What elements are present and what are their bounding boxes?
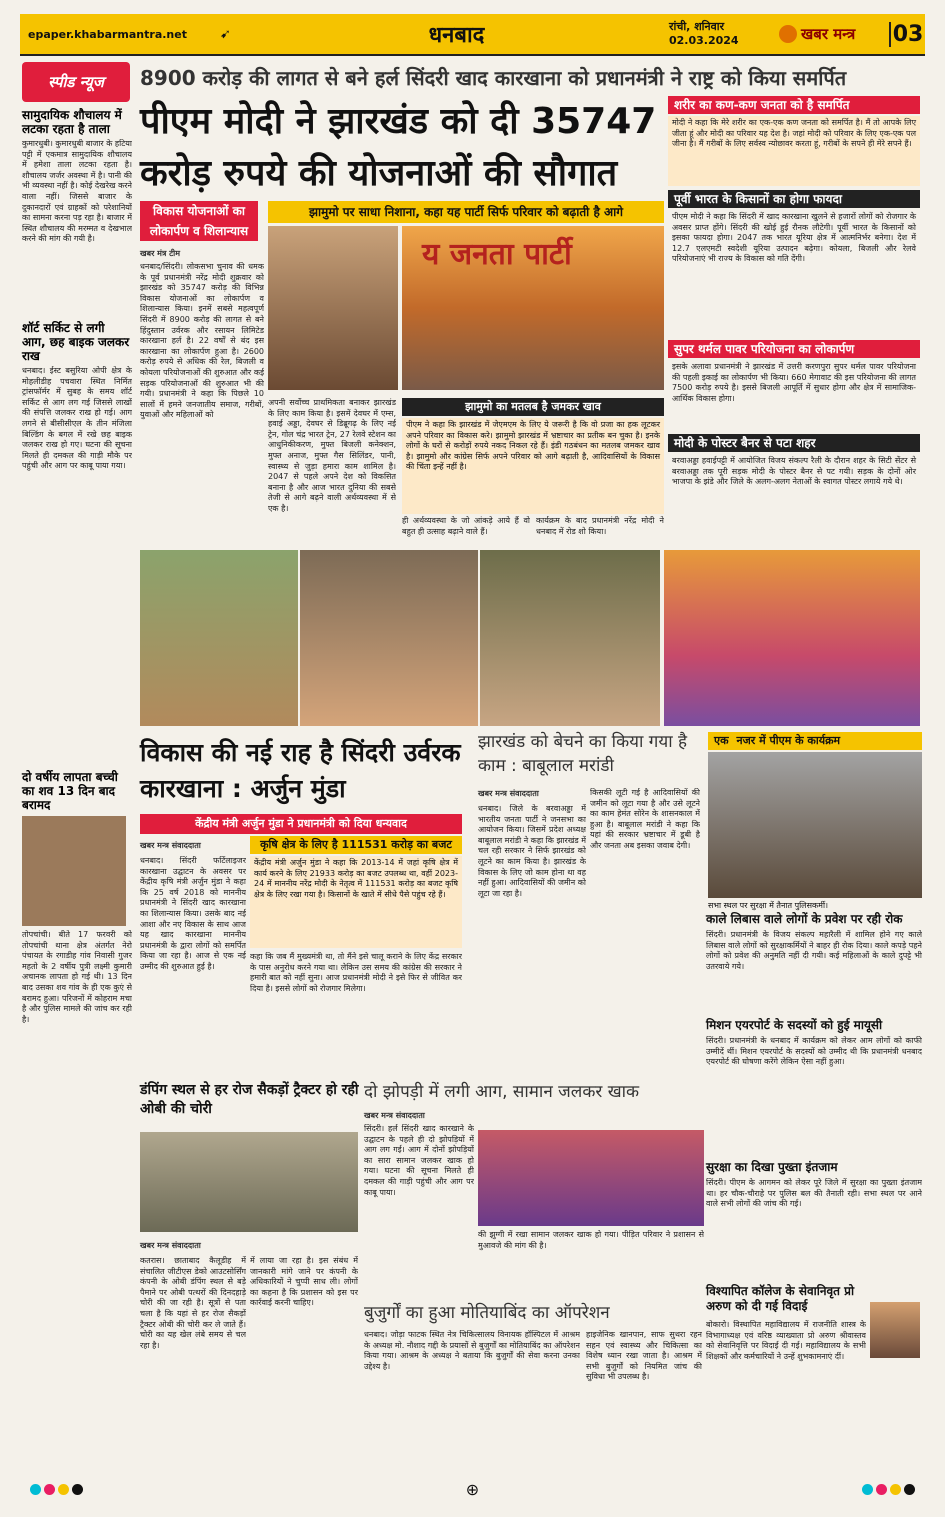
right-text-4: बरवाअड्डा हवाईपट्टी में आयोजित विजय संकल्प रैली के दौरान शहर के सिटी सेंटर से बरवाअड्डा तक पूरी सड़क मोदी के पोस्टर बैनर से पट गयी। सड़क के दोनों ओर भाजपा के झंडे और जिले के अलग-अलग नेताओं के स्वागत पोस्टर लगाये गये थे। [672, 456, 916, 487]
swatch-cyan [30, 1484, 41, 1495]
fire-text-2: की झुग्गी में रखा सामान जलकर खाक हो गया। पीड़ित परिवार ने प्रशासन से मुआवजे की मांग की है। [478, 1230, 704, 1250]
color-swatch-right [862, 1484, 915, 1495]
page-number: 03 [889, 22, 925, 47]
byline: खबर मंत्र टीम [140, 249, 181, 258]
left-text-3: तोपचांची। बीते 17 फरवरी को तोपचांची थाना क्षेत्र अंतर्गत नेरो पंचायत के रगाडीह गांव निवासी गुजर महतो के 2 वर्षीय पुत्री लक्ष्मी कुमारी अचानक लापता हो गई थी। 13 दिन बाद उसका शव गांव के ही एक कुएं से बरामद हुआ। परिजनों में कोहराम मचा है और पुलिस मामले की जांच कर रही है। [22, 930, 132, 1024]
security-photo [708, 752, 922, 898]
r2-head-1: काले लिबास वाले लोगों के प्रवेश पर रही रोक [706, 912, 903, 926]
left-text-1: कुमारधुबी। कुमारधुबी बाजार के हटिया पट्टी में एकमात्र सामुदायिक शौचालय में हमेशा ताला लटका रहता है। शौचालय जर्जर अवस्था में है। पानी की भी व्यवस्था नहीं है। कोई देखरेख करने वाला नहीं। जिससे बाजार के दुकानदारों एवं ग्राहकों को परेशानियों का सामना करना पड़ रहा है। बाजार में स्थित शौचालय की मरम्मत व देखभाल करने की मांग की गयी है। [22, 139, 132, 244]
main-article-text-2: अपनी सर्वोच्च प्राथमिकता बनाकर झारखंड के लिए काम किया है। इसमें देवघर में एम्स, हवाई अड्डा, देवघर से डिब्रूगढ़ के लिए नई ट्रेन, गोल चंद्र भारत ट्रेन, 27 रेलवे स्टेशन का आधुनिकीकरण, मुफ्त बिजली कनेक्शन, मुफ्त अनाज, मुफ्त गैस सिलिंडर, पानी, स्वास्थ्य से जुड़ा हमारा काम शामिल है। 2047 से पहले अपने देश को विकसित बनाना है और आज भारत दुनिया की सबसे तेजी से आगे बढ़ने वाली अर्थव्यवस्था में से एक है। [268, 398, 396, 513]
munda-strip: केंद्रीय मंत्री अर्जुन मुंडा ने प्रधानमंत्री को दिया धन्यवाद [140, 814, 462, 834]
jmm-strip: झामुमो पर साधा निशाना, कहा यह पार्टी सिर्फ परिवार को बढ़ाती है आगे [268, 201, 664, 223]
byline-munda: खबर मन्त्र संवाददाता [140, 841, 201, 850]
left-text-2: धनबाद। ईस्ट बसुरिया ओपी क्षेत्र के मोहलीडीह पचवारा स्थित निर्मित ट्रांसफॉर्मर में सुबह के समय शॉर्ट सर्किट से आग लग गई जिससे लाखों की संपत्ति जलकर राख हो गई। आग लगने से बीसीसीएल के तीन मंजिला बिल्डिंग के बगल में रखे छह बाइक जलकर राख हो गए। घटना की सूचना मिलते ही दमकल की गाड़ी मौके पर पहुंची और आग पर काबू पाया गया। [22, 366, 132, 471]
roadshow-photo-1 [140, 550, 298, 726]
fire-photo [478, 1130, 704, 1226]
r2-text-3: सिंदरी। पीएम के आगमन को लेकर पूरे जिले में सुरक्षा का पुख्ता इंतजाम था। हर चौक-चौराहे पर पुलिस बल की तैनाती रही। सभा स्थल पर आने वाले सभी लोगों की जांच की गई। [706, 1178, 922, 1209]
edition-city: धनबाद [428, 23, 485, 48]
fire-text: सिंदरी। हर्ल सिंदरी खाद कारखाने के उद्घाटन के पहले ही दो झोपड़ियों में आग लग गई। आग में दोनों झोपड़ियों का सारा सामान जलकर खाक हो गया। घटना की सूचना मिलते ही दमकल की गाड़ी पहुंची और आग पर काबू पाया। [364, 1124, 474, 1197]
swatch-cyan-2 [862, 1484, 873, 1495]
color-swatch-left [30, 1484, 83, 1495]
cursor-icon: ➹ [220, 26, 231, 42]
right-head-3: सुपर थर्मल पावर परियोजना का लोकार्पण [668, 340, 920, 358]
roadshow-photo-3 [480, 550, 660, 726]
r2-head-3: सुरक्षा का दिखा पुख्ता इंतजाम [706, 1160, 838, 1174]
byline-babulal: खबर मन्त्र संवाददाता [478, 789, 539, 798]
left-headline-1: सामुदायिक शौचालय में लटका रहता है ताला [22, 108, 122, 136]
right-text-2: पीएम मोदी ने कहा कि सिंदरी में खाद कारखाना खुलने से हजारों लोगों को रोजगार के अवसर प्राप्त होंगे। सिंदरी की खोई हुई रौनक लौटेगी। पूर्वी भारत के किसानों को इसका फायदा होगा। 2047 तक भारत यूरिया क्षेत्र में आत्मनिर्भर बनेगा। देश में 12.7 एलएमटी स्वदेशी यूरिया उत्पादन बढ़ेगा। कोयला, बिजली और रेलवे परियोजनाएं भी राज्य के विकास को गति देंगी। [672, 212, 916, 264]
eye-text-2: हाइजेनिक खानपान, साफ सुथरा रहन सहन एवं स्वास्थ्य और चिकित्सा का विशेष ध्यान रखा जाता है। आश्रम में सभी बुजुर्गों को नियमित जांच की सुविधा भी उपलब्ध है। [586, 1330, 702, 1382]
mid-text-bottom: ही अर्थव्यवस्था के जो आंकड़े आये हैं वो बहुत ही उत्साह बढ़ाने वाले हैं। [402, 516, 530, 536]
dumping-photo [140, 1132, 358, 1232]
logo-icon [779, 25, 797, 43]
pm-speech-photo [268, 226, 398, 390]
security-caption: सभा स्थल पर सुरक्षा में तैनात पुलिसकर्मी। [708, 901, 829, 910]
agri-box: केंद्रीय मंत्री अर्जुन मुंडा ने कहा कि 2013-14 में जहां कृषि क्षेत्र में कार्य करने के लिए 21933 करोड़ का बजट उपलब्ध था, वहीं 2023-24 में माननीय नरेंद्र मोदी के नेतृत्व में 111531 करोड़ का बजट कृषि क्षेत्र के लिए रखा गया है। किसानों के खाते में सीधे पैसे पहुंच रहे हैं। [250, 856, 462, 948]
registration-bar [20, 1478, 925, 1500]
right-head-2: पूर्वी भारत के किसानों का होगा फायदा [668, 190, 920, 208]
brand-logo [779, 24, 889, 44]
professor-portrait [870, 1302, 920, 1358]
main-headline: पीएम मोदी ने झारखंड को दी 35747 करोड़ रुपये की योजनाओं की सौगात [140, 101, 657, 194]
swatch-magenta [44, 1484, 55, 1495]
main-article-text: धनबाद/सिंदरी। लोकसभा चुनाव की धमक के पूर्व प्रधानमंत्री नरेंद्र मोदी शुक्रवार को झारखंड को 35747 करोड़ की विभिन्न विकास योजनाओं का लोकार्पण व शिलान्यास किया। इनमें सबसे महत्वपूर्ण सिंदरी में 8900 करोड़ की लागत से बने हिंदुस्तान उर्वरक और रसायन लिमिटेड कारखाना हर्ल है। 22 वर्षों से बंद इस कारखाना का लोकार्पण हुआ है। 2600 करोड़ रुपये से अधिक की रेल, बिजली व कोयला परियोजनाओं की शुरुआत और कई सड़क परियोजनाओं की शुरुआत भी की गयी। प्रधानमंत्री ने कहा कि पिछले 10 सालों में हमने जनजातीय समाज, गरीबों, युवाओं और महिलाओं को [140, 262, 264, 420]
rescue-photo [22, 816, 126, 926]
swatch-black [72, 1484, 83, 1495]
byline-dump: खबर मन्त्र संवाददाता [140, 1241, 201, 1250]
jmm-box: पीएम ने कहा कि झारखंड में जेएमएम के लिए ये जरूरी है कि वो प्रजा का हक लूटकर अपने परिवार का विकास करे। झामुमो झारखंड में भ्रष्टाचार का प्रतीक बन चुका है। इनके लोगों के घरों से करोड़ों रुपये नकद निकल रहे हैं। इंडी गठबंधन का मतलब जमकर खाव है। झामुमो और कांग्रेस सिर्फ अपने परिवार को आगे बढ़ाती है, आदिवासियों के विकास की चिंता इन्हें नहीं है। [402, 418, 664, 514]
dumping-headline: डंपिंग स्थल से हर रोज सैकड़ों ट्रैक्टर हो रही ओबी की चोरी [140, 1082, 359, 1117]
swatch-magenta-2 [876, 1484, 887, 1495]
pm-program-head [708, 732, 922, 750]
babulal-text: धनबाद। जिले के बरवाअड्डा में भारतीय जनता पार्टी ने जनसभा का आयोजन किया। जिसमें प्रदेश अध्यक्ष बाबूलाल मरांडी ने कहा कि झारखंड में चल रही सरकार ने सिर्फ झारखंड को लूटने का काम किया है। झारखंड के विकास के लिए जो काम होना था वह नहीं हुआ। आदिवासियों की जमीन को लूटा जा रहा है। [478, 804, 586, 898]
swatch-yellow [58, 1484, 69, 1495]
r2-text-2: सिंदरी। प्रधानमंत्री के धनबाद में कार्यक्रम को लेकर आम लोगों को काफी उम्मीदें थीं। मिशन एयरपोर्ट के सदस्यों को उम्मीद थी कि प्रधानमंत्री धनबाद एयरपोर्ट की घोषणा करेंगे लेकिन ऐसा नहीं हुआ। [706, 1036, 922, 1067]
stage-banner: य जनता पार्टी [422, 237, 572, 272]
program-title: नजर में पीएम के कार्यक्रम [736, 734, 841, 747]
swatch-yellow-2 [890, 1484, 901, 1495]
jmm-subhead: झामुमो का मतलब है जमकर खाव [402, 398, 664, 416]
munda-text-2: कहा कि जब मैं मुख्यमंत्री था, तो मैंने इसे चालू कराने के लिए केंद्र सरकार के पास अनुरोध करने गया था। लेकिन उस समय की कांग्रेस की सरकार ने हमारी बात को नहीं सुना। आज प्रधानमंत्री मोदी ने इसे फिर से जीवित कर दिया है। इससे लोगों को रोजगार मिलेगा। [250, 952, 462, 993]
left-headline-3: दो वर्षीय लापता बच्ची का शव 13 दिन बाद बरामद [22, 770, 118, 812]
right-text-3: इसके अलावा प्रधानमंत्री ने झारखंड में उत्तरी करणपुरा सुपर थर्मल पावर परियोजना की पहली इकाई का लोकार्पण भी किया। 660 मेगावाट की इस परियोजना की लागत 7500 करोड़ रुपये है। इससे बिजली आपूर्ति में सुधार होगा और क्षेत्र में सामाजिक-आर्थिक विकास होगा। [672, 362, 916, 403]
right-head-4: मोदी के पोस्टर बैनर से पटा शहर [668, 434, 920, 452]
eye-text: धनबाद। जोड़ा फाटक स्थित नेत्र चिकित्सालय विनायक हॉस्पिटल में आश्रम के अध्यक्ष मो. नौशाद गद्दी के प्रयासों से बुजुर्गों का मोतियाबिंद का ऑपरेशन किया गया। आश्रम के अध्यक्ष ने बताया कि बुजुर्गों की सेवा करना उनका उद्देश्य है। [364, 1330, 580, 1371]
program-tag: एक [714, 734, 729, 747]
left-headline-2: शॉर्ट सर्किट से लगी आग, छह बाइक जलकर राख [22, 321, 130, 363]
babulal-headline: झारखंड को बेचने का किया गया है काम : बाबूलाल मरांडी [478, 732, 688, 776]
munda-text: धनबाद। सिंदरी फर्टिलाइजर कारखाना उद्घाटन के अवसर पर केंद्रीय कृषि मंत्री अर्जुन मुंडा ने कहा कि 25 वर्ष 2018 को माननीय प्रधानमंत्री ने सिंदरी खाद कारखाना का शिलान्यास किया। उसके बाद नई आशा और नए विकास के साथ आज यह खाद कारखाना माननीय प्रधानमंत्री के द्वारा लोगों को समर्पित किया जा रहा है। आज से एक नई उम्मीद की शुरुआत हुई है। [140, 856, 246, 971]
development-badge: विकास योजनाओं का लोकार्पण व शिलान्यास [140, 201, 258, 241]
babulal-text-2: किसकी लूटी गई है आदिवासियों की जमीन को लूटा गया है और उसे लूटने का काम हेमंत सोरेन के शासनकाल में हुआ है। बाबूलाल मरांडी ने कहा कि यहां की सरकार भ्रष्टाचार में डूबी है और जनता अब इसका जवाब देगी। [590, 788, 700, 850]
edition-date [669, 20, 779, 48]
logo-text: खबर मन्त्र [801, 25, 856, 43]
kicker: 8900 करोड़ की लागत से बने हर्ल सिंदरी खाद कारखाना को प्रधानमंत्री ने राष्ट्र को किया समर्पित [140, 66, 847, 90]
r2-head-2: मिशन एयरपोर्ट के सदस्यों को हुई मायूसी [706, 1018, 883, 1032]
left-column [22, 104, 132, 1230]
byline-fire: खबर मन्त्र संवाददाता [364, 1111, 425, 1120]
swatch-black-2 [904, 1484, 915, 1495]
roadshow-photo-2 [300, 550, 478, 726]
r2-text-1: सिंदरी। प्रधानमंत्री के विजय संकल्प महारैली में शामिल होने गए काले लिबास वाले लोगों को सुरक्षाकर्मियों ने बाहर ही रोक दिया। काले कपड़े पहने लोगों को प्रवेश की अनुमति नहीं दी गयी। कई महिलाओं के काले दुपट्टे भी उतरवाये गये। [706, 930, 922, 971]
right-text-1: मोदी ने कहा कि मेरे शरीर का एक-एक कण जनता को समर्पित है। मैं तो आपके लिए जीता हूं और मोदी का परिवार यह देश है। जहां मोदी को परिवार के लिए एक-एक पल जीना है। मैं गरीबों के लिए सर्वस्व न्योछावर करता हूं, गरीबों के सपने ही मेरे सपने हैं। [668, 116, 920, 186]
sindri-headline: विकास की नई राह है सिंदरी उर्वरक कारखाना : अर्जुन मुंडा [140, 738, 461, 803]
eye-headline: बुजुर्गों का हुआ मोतियाबिंद का ऑपरेशन [364, 1303, 610, 1323]
dump-text: कतरास। छाताबाद कैलूडीह में संचालित जीटीएस डेको आउटसोर्सिंग कंपनी के ओबी डंपिंग स्थल से बड़े पैमाने पर ओबी पत्थरों की दिनदहाड़े चोरी की जा रही है। सूत्रों से पता चला है कि यहां से हर रोज सैकड़ों ट्रैक्टर ओबी की चोरी कर ले जाते हैं। चोरी का यह खेल लंबे समय से चल रहा है। [140, 1256, 246, 1350]
agri-box-head: कृषि क्षेत्र के लिए है 111531 करोड़ का बजट [250, 836, 462, 854]
site-url[interactable]: epaper.khabarmantra.net [28, 27, 187, 41]
dump-text-2: में लाया जा रहा है। इस संबंध में जानकारी मांगे जाने पर कंपनी के अधिकारियों ने चुप्पी साध ली। लोगों का कहना है कि प्रशासन को इस पर कार्रवाई करनी चाहिए। [250, 1256, 358, 1308]
fire-headline: दो झोपड़ी में लगी आग, सामान जलकर खाक [364, 1082, 640, 1102]
registration-mark-icon: ⊕ [465, 1479, 480, 1499]
stage-photo [402, 226, 664, 390]
roadshow-photo-4 [664, 550, 920, 726]
right-head-1: शरीर का कण-कण जनता को है समर्पित [668, 96, 920, 114]
date-day: रांची, शनिवार [669, 20, 725, 33]
r2-text-4: बोकारो। विस्थापित महाविद्यालय में राजनीति शास्त्र के विभागाध्यक्ष एवं वरिष्ठ व्याख्याता प्रो अरुण श्रीवास्तव को सेवानिवृत्ति पर विदाई दी गई। महाविद्यालय के सभी शिक्षकों और कर्मचारियों ने उन्हें शुभकामनाएं दीं। [706, 1320, 866, 1361]
speed-news-badge: स्पीड न्यूज [22, 62, 130, 102]
r2-head-4: विश्यापित कॉलेज के सेवानिवृत प्रो अरुण को दी गई विदाई [706, 1284, 855, 1313]
masthead [20, 14, 925, 56]
date-value: 02.03.2024 [669, 34, 739, 47]
mid-text-bottom-2: कार्यक्रम के बाद प्रधानमंत्री नरेंद्र मोदी ने धनबाद में रोड शो किया। [536, 516, 664, 536]
